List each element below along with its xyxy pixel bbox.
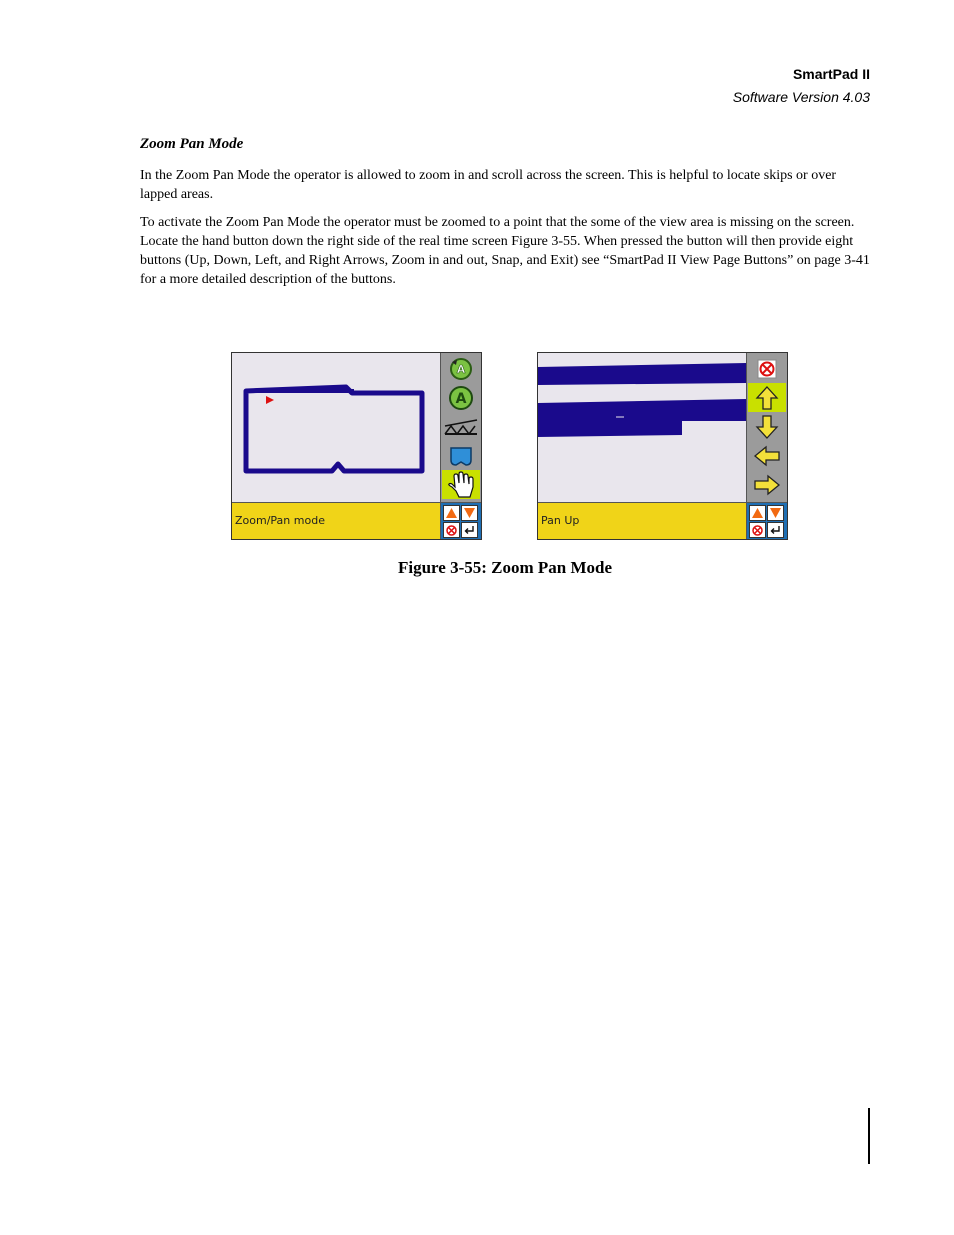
paragraph-2: To activate the Zoom Pan Mode the operator must be zoomed to a point that the some of the view area is missing on the screen. Locate the hand button down the right side of the real time screen Figure 3-55. When pressed the button will then provide eight buttons (Up, Down, Left, and Right Arrows, Zoom in and out, Snap, and Exit) see “SmartPad II View Page Buttons” on page 3-41 for a more detailed description of the buttons. [140, 215, 870, 287]
vehicle-marker-icon [266, 396, 274, 404]
up-triangle-icon[interactable] [749, 505, 766, 521]
down-triangle-icon[interactable] [767, 505, 784, 521]
enter-icon[interactable] [461, 522, 478, 538]
boundary-icon[interactable] [442, 441, 480, 470]
header-subtitle: Software Version 4.03 [732, 89, 870, 105]
coverage-strip-top [538, 363, 746, 385]
boom-icon[interactable] [442, 412, 480, 441]
svg-text:A: A [455, 390, 467, 407]
arrow-right-icon[interactable] [748, 470, 786, 499]
header-title: SmartPad II [792, 66, 870, 82]
nav-panel [746, 502, 787, 539]
sidebar [746, 353, 787, 502]
exit-icon[interactable] [749, 522, 766, 538]
status-text: Zoom/Pan mode [235, 514, 325, 527]
paragraph-1: In the Zoom Pan Mode the operator is allowed to zoom in and scroll across the screen. This is helpful to locate skips or over lapped areas. [140, 168, 837, 202]
status-bar [538, 502, 746, 539]
down-triangle-icon[interactable] [461, 505, 478, 521]
figure-caption: Figure 3-55: Zoom Pan Mode [397, 558, 613, 577]
status-text: Pan Up [541, 514, 580, 527]
rotate-a-icon[interactable] [442, 354, 480, 383]
arrow-left-icon[interactable] [748, 441, 786, 470]
pan-up-screen [537, 352, 788, 540]
exit-icon[interactable] [748, 354, 786, 383]
hand-icon[interactable] [442, 470, 480, 499]
change-bar [868, 1108, 870, 1164]
exit-icon[interactable] [443, 522, 460, 538]
coverage-strip-bottom [538, 399, 746, 437]
svg-text:A: A [456, 362, 466, 376]
status-bar [232, 502, 440, 539]
enter-icon[interactable] [767, 522, 784, 538]
zoom-pan-screen [231, 352, 482, 540]
arrow-up-icon[interactable] [748, 383, 786, 412]
zoomed-field-map [538, 353, 746, 502]
sidebar [440, 353, 481, 502]
a-line-icon[interactable] [442, 383, 480, 412]
arrow-down-icon[interactable] [748, 412, 786, 441]
field-map [232, 353, 440, 502]
nav-panel [440, 502, 481, 539]
section-title: Zoom Pan Mode [140, 136, 244, 152]
up-triangle-icon[interactable] [443, 505, 460, 521]
